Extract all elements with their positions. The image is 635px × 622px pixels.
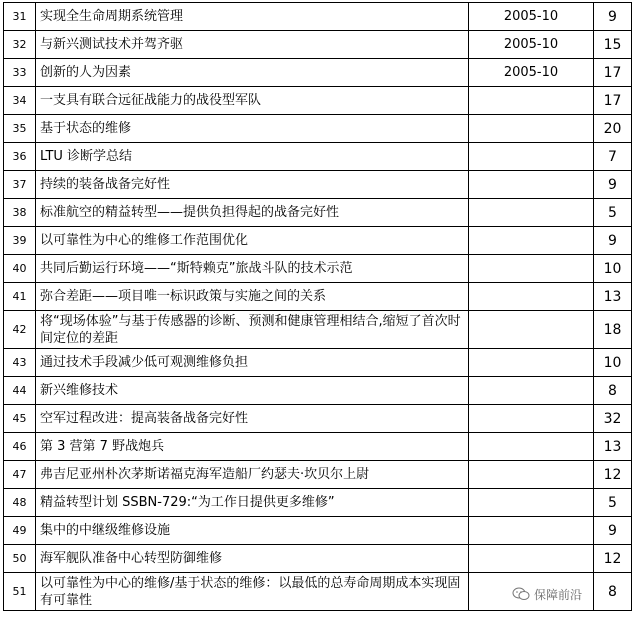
table-row: [4, 349, 632, 377]
watermark: [512, 584, 582, 604]
row-title: 与新兴测试技术并驾齐驱: [36, 31, 469, 59]
row-date: [469, 545, 594, 573]
watermark-text: 保障前沿: [534, 587, 583, 602]
table-row: [4, 3, 632, 31]
row-date: [469, 349, 594, 377]
table-row: [4, 545, 632, 573]
row-title: 集中的中继级维修设施: [36, 517, 469, 545]
row-pages: 8: [594, 573, 632, 611]
row-title: 持续的装备战备完好性: [36, 171, 469, 199]
table-row: [4, 405, 632, 433]
row-number: 39: [4, 227, 36, 255]
row-date: [469, 143, 594, 171]
row-number: 35: [4, 115, 36, 143]
row-date: [469, 377, 594, 405]
row-number: 49: [4, 517, 36, 545]
row-date: 2005-10: [469, 59, 594, 87]
row-pages: 9: [594, 227, 632, 255]
row-pages: 10: [594, 349, 632, 377]
row-date: [469, 171, 594, 199]
table-row: [4, 227, 632, 255]
row-title: 弥合差距——项目唯一标识政策与实施之间的关系: [36, 283, 469, 311]
row-number: 32: [4, 31, 36, 59]
table-row: [4, 517, 632, 545]
row-number: 46: [4, 433, 36, 461]
table-row: [4, 377, 632, 405]
table-row: [4, 31, 632, 59]
row-title: 海军舰队准备中心转型防御维修: [36, 545, 469, 573]
row-number: 51: [4, 573, 36, 611]
row-title: 弗吉尼亚州朴次茅斯诺福克海军造船厂约瑟夫·坎贝尔上尉: [36, 461, 469, 489]
row-title: 一支具有联合远征战能力的战役型军队: [36, 87, 469, 115]
table-row: [4, 311, 632, 349]
row-pages: 7: [594, 143, 632, 171]
row-title: LTU 诊断学总结: [36, 143, 469, 171]
row-date: [469, 405, 594, 433]
row-pages: 13: [594, 283, 632, 311]
table-row: [4, 87, 632, 115]
row-title: 第 3 营第 7 野战炮兵: [36, 433, 469, 461]
row-pages: 8: [594, 377, 632, 405]
row-pages: 9: [594, 171, 632, 199]
row-pages: 12: [594, 461, 632, 489]
row-date: [469, 115, 594, 143]
row-title: 通过技术手段减少低可观测维修负担: [36, 349, 469, 377]
table-row: [4, 255, 632, 283]
table-row: [4, 489, 632, 517]
row-title: 实现全生命周期系统管理: [36, 3, 469, 31]
row-pages: 17: [594, 59, 632, 87]
wechat-icon: [512, 587, 530, 601]
row-pages: 17: [594, 87, 632, 115]
row-date: [469, 227, 594, 255]
row-number: 31: [4, 3, 36, 31]
row-date: [469, 461, 594, 489]
row-date: [469, 199, 594, 227]
table-row: [4, 143, 632, 171]
row-title: 创新的人为因素: [36, 59, 469, 87]
row-number: 33: [4, 59, 36, 87]
row-date: [469, 283, 594, 311]
table-row: [4, 199, 632, 227]
row-pages: 9: [594, 3, 632, 31]
row-pages: 13: [594, 433, 632, 461]
row-date: [469, 87, 594, 115]
row-title: 以可靠性为中心的维修工作范围优化: [36, 227, 469, 255]
row-pages: 9: [594, 517, 632, 545]
table-row: [4, 433, 632, 461]
row-date: [469, 433, 594, 461]
row-number: 48: [4, 489, 36, 517]
row-pages: 15: [594, 31, 632, 59]
row-pages: 20: [594, 115, 632, 143]
row-number: 34: [4, 87, 36, 115]
table-row: [4, 461, 632, 489]
table-row: [4, 59, 632, 87]
row-date: 2005-10: [469, 3, 594, 31]
row-number: 50: [4, 545, 36, 573]
row-pages: 32: [594, 405, 632, 433]
row-number: 42: [4, 311, 36, 349]
row-number: 40: [4, 255, 36, 283]
row-pages: 10: [594, 255, 632, 283]
row-title: 共同后勤运行环境——“斯特赖克”旅战斗队的技术示范: [36, 255, 469, 283]
row-title: 精益转型计划 SSBN-729:“为工作日提供更多维修”: [36, 489, 469, 517]
row-title: 标准航空的精益转型——提供负担得起的战备完好性: [36, 199, 469, 227]
row-number: 41: [4, 283, 36, 311]
row-number: 45: [4, 405, 36, 433]
row-number: 38: [4, 199, 36, 227]
row-title: 新兴维修技术: [36, 377, 469, 405]
table-row: [4, 171, 632, 199]
row-title: 以可靠性为中心的维修/基于状态的维修：以最低的总寿命周期成本实现固有可靠性: [36, 573, 469, 611]
row-date: 2005-10: [469, 31, 594, 59]
row-pages: 12: [594, 545, 632, 573]
row-date: [469, 517, 594, 545]
row-number: 43: [4, 349, 36, 377]
row-number: 37: [4, 171, 36, 199]
row-date: [469, 255, 594, 283]
row-number: 36: [4, 143, 36, 171]
table-row: [4, 115, 632, 143]
row-date: [469, 489, 594, 517]
row-title: 基于状态的维修: [36, 115, 469, 143]
row-pages: 5: [594, 199, 632, 227]
row-pages: 5: [594, 489, 632, 517]
row-title: 空军过程改进：提高装备战备完好性: [36, 405, 469, 433]
table-row: [4, 283, 632, 311]
document-table: [3, 2, 632, 611]
row-number: 47: [4, 461, 36, 489]
row-date: [469, 311, 594, 349]
row-title: 将“现场体验”与基于传感器的诊断、预测和健康管理相结合,缩短了首次时间定位的差距: [36, 311, 469, 349]
row-pages: 18: [594, 311, 632, 349]
row-number: 44: [4, 377, 36, 405]
